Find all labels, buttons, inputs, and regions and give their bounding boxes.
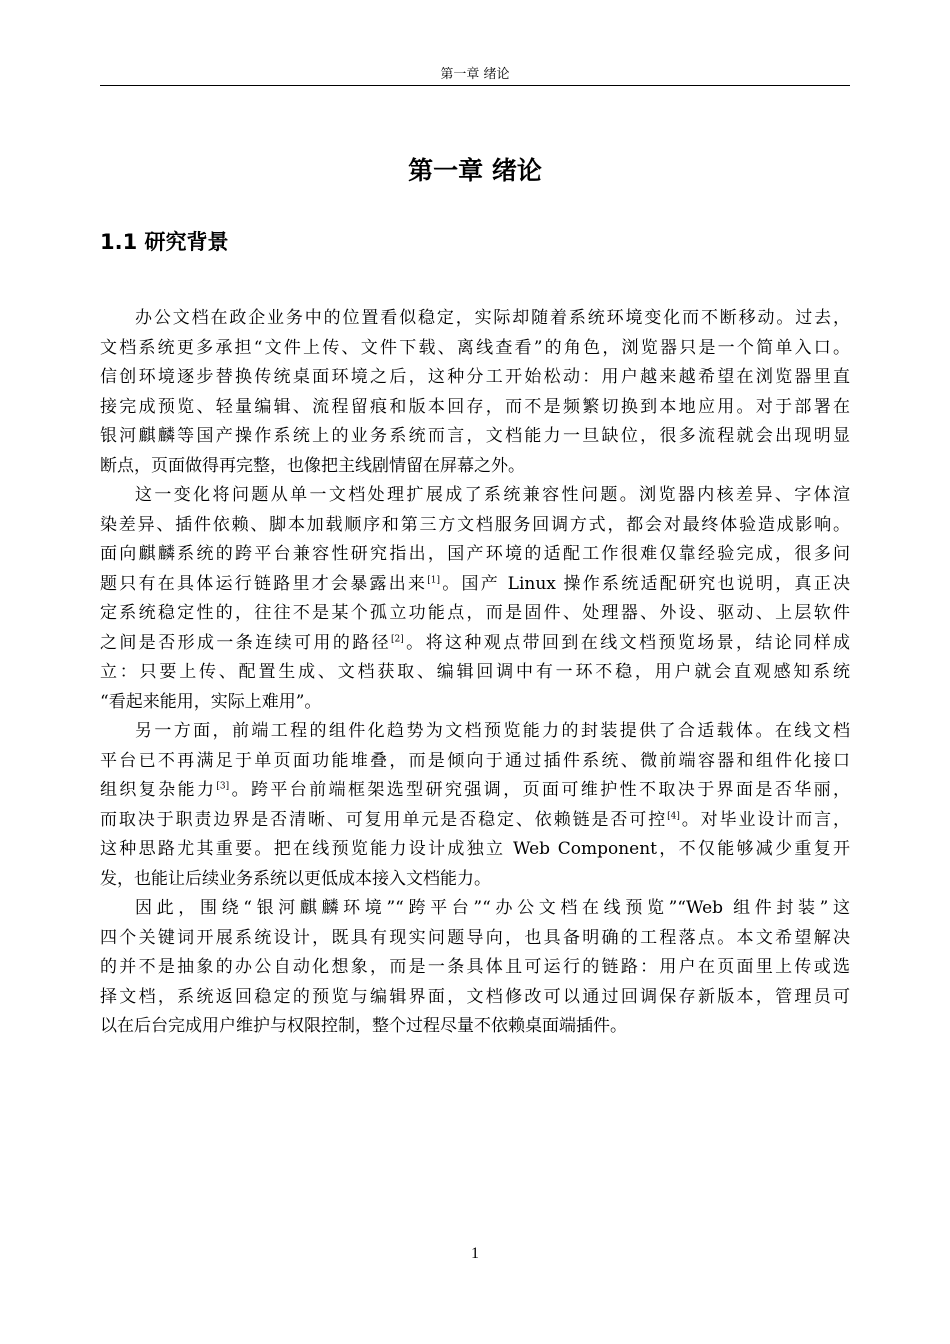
- text-line: [100, 363, 850, 393]
- text-run: 题只有在具体运行链路里才会暴露出来: [100, 573, 428, 594]
- text-run: 的并不是抽象的办公自动化想象，而是一条具体且可运行的链路：用户在页面里上传或选: [100, 957, 850, 977]
- text-line: [100, 304, 850, 334]
- text-line: [100, 481, 850, 511]
- citation-marker: [4]: [667, 810, 680, 821]
- text-run: 另一方面，前端工程的组件化趋势为文档预览能力的封装提供了合适载体。在线文档: [135, 721, 850, 741]
- text-run: 。对毕业设计而言，: [679, 809, 851, 830]
- text-line: [100, 1012, 850, 1042]
- citation-marker: [3]: [216, 781, 230, 792]
- text-line: [100, 570, 850, 600]
- text-run: 办公文档在政企业务中的位置看似稳定，实际却随着系统环境变化而不断移动。过去，: [135, 308, 850, 328]
- text-run: 因此，围绕“银河麒麟环境”“跨平台”“办公文档在线预览”“Web 组件封装”这: [135, 898, 850, 918]
- header-rule: [100, 85, 850, 86]
- text-run: 断点，页面做得再完整，也像把主线剧情留在屏幕之外。: [100, 455, 525, 476]
- text-run: 定系统稳定性的，往往不是某个孤立功能点，而是固件、处理器、外设、驱动、上层软件: [100, 603, 850, 623]
- text-run: 这一变化将问题从单一文档处理扩展成了系统兼容性问题。浏览器内核差异、字体渲: [135, 485, 850, 505]
- text-run: 。国产 Linux 操作系统适配研究也说明，真正决: [440, 573, 851, 594]
- paragraph-1: [100, 304, 850, 481]
- text-run: 立：只要上传、配置生成、文档获取、编辑回调中有一环不稳，用户就会直观感知系统: [100, 662, 850, 682]
- text-line: [100, 422, 850, 452]
- section-title: 1.1 研究背景: [100, 230, 229, 254]
- text-line: [100, 717, 850, 747]
- text-run: “看起来能用，实际上难用”。: [100, 691, 322, 712]
- text-line: [100, 776, 850, 806]
- running-header: 第一章 绪论: [440, 67, 510, 82]
- text-run: 接完成预览、轻量编辑、流程留痕和版本回存，而不是频繁切换到本地应用。对于部署在: [100, 396, 850, 417]
- text-line: [100, 629, 850, 659]
- text-line: [100, 688, 850, 718]
- page-number: 1: [471, 1245, 479, 1262]
- text-run: 银河麒麟等国产操作系统上的业务系统而言，文档能力一旦缺位，很多流程就会出现明显: [100, 426, 850, 446]
- paragraph-4: [100, 894, 850, 1042]
- paragraph-2: [100, 481, 850, 717]
- paragraph-3: [100, 717, 850, 894]
- text-run: 之间是否形成一条连续可用的路径: [100, 632, 392, 653]
- text-run: 四个关键词开展系统设计，既具有现实问题导向，也具备明确的工程落点。本文希望解决: [100, 927, 850, 948]
- text-run: 平台已不再满足于单页面功能堆叠，而是倾向于通过插件系统、微前端容器和组件化接口: [100, 750, 850, 771]
- body-text: [100, 304, 850, 1042]
- text-line: [100, 540, 850, 570]
- text-run: 文档系统更多承担“文件上传、文件下载、离线查看”的角色，浏览器只是一个简单入口。: [100, 337, 850, 358]
- text-run: 发，也能让后续业务系统以更低成本接入文档能力。: [100, 868, 491, 889]
- text-line: [100, 393, 850, 423]
- text-run: 。将这种观点带回到在线文档预览场景，结论同样成: [403, 632, 851, 653]
- text-line: [100, 511, 850, 541]
- text-run: 这种思路尤其重要。把在线预览能力设计成独立 Web Component，不仅能够减少重复开: [100, 839, 850, 859]
- text-line: [100, 452, 850, 482]
- text-run: 。跨平台前端框架选型研究强调，页面可维护性不取决于界面是否华丽，: [229, 780, 851, 800]
- text-line: [100, 835, 850, 865]
- text-run: 面向麒麟系统的跨平台兼容性研究指出，国产环境的适配工作很难仅靠经验完成，很多问: [100, 544, 850, 564]
- text-run: 染差异、插件依赖、脚本加载顺序和第三方文档服务回调方式，都会对最终体验造成影响。: [100, 514, 850, 535]
- text-run: 择文档，系统返回稳定的预览与编辑界面，文档修改可以通过回调保存新版本，管理员可: [100, 986, 850, 1007]
- text-run: 而取决于职责边界是否清晰、可复用单元是否稳定、依赖链是否可控: [100, 809, 668, 830]
- text-line: [100, 865, 850, 895]
- text-line: [100, 334, 850, 364]
- text-run: 组织复杂能力: [100, 780, 217, 800]
- citation-marker: [1]: [427, 574, 440, 585]
- text-line: [100, 983, 850, 1013]
- text-run: 信创环境逐步替换传统桌面环境之后，这种分工开始松动：用户越来越希望在浏览器里直: [100, 367, 850, 387]
- text-line: [100, 806, 850, 836]
- text-line: [100, 658, 850, 688]
- text-line: [100, 894, 850, 924]
- text-line: [100, 953, 850, 983]
- text-line: [100, 599, 850, 629]
- text-line: [100, 924, 850, 954]
- text-line: [100, 747, 850, 777]
- citation-marker: [2]: [391, 633, 404, 644]
- chapter-title: 第一章 绪论: [408, 156, 542, 185]
- text-run: 以在后台完成用户维护与权限控制，整个过程尽量不依赖桌面端插件。: [100, 1016, 627, 1036]
